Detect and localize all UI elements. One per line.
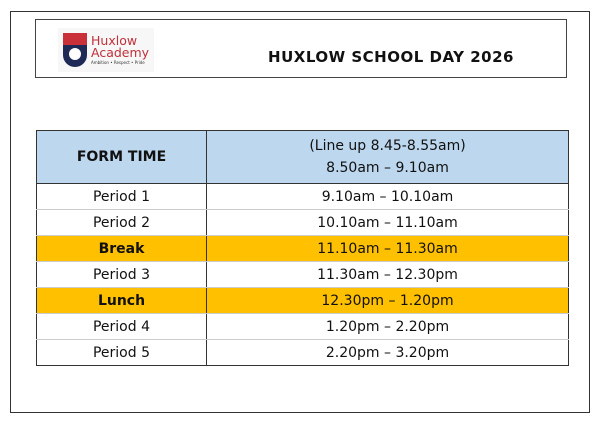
row-time: 9.10am – 10.10am <box>207 184 569 210</box>
row-label: Period 5 <box>37 340 207 366</box>
page-title: HUXLOW SCHOOL DAY 2026 <box>268 48 514 66</box>
row-label: Period 3 <box>37 262 207 288</box>
row-time: 10.10am – 11.10am <box>207 210 569 236</box>
form-time-time: 8.50am – 9.10am <box>326 160 449 176</box>
table-row <box>37 210 569 236</box>
row-time: 12.30pm – 1.20pm <box>207 288 569 314</box>
row-label: Period 2 <box>37 210 207 236</box>
form-time-label: FORM TIME <box>37 131 207 184</box>
row-time: 11.30am – 12.30pm <box>207 262 569 288</box>
table-row-lunch <box>37 288 569 314</box>
row-label: Lunch <box>37 288 207 314</box>
table-row <box>37 262 569 288</box>
row-time: 1.20pm – 2.20pm <box>207 314 569 340</box>
logo-name-2: Academy <box>91 44 150 60</box>
table-row <box>37 340 569 366</box>
logo-name-1: Huxlow <box>91 32 138 48</box>
row-time: 2.20pm – 3.20pm <box>207 340 569 366</box>
row-label: Break <box>37 236 207 262</box>
table-row-break <box>37 236 569 262</box>
row-time: 11.10am – 11.30am <box>207 236 569 262</box>
form-time-row <box>37 131 569 184</box>
table-row <box>37 184 569 210</box>
row-label: Period 4 <box>37 314 207 340</box>
table-row <box>37 314 569 340</box>
logo <box>58 28 154 72</box>
logo-tagline: Ambition • Respect • Pride <box>91 59 145 65</box>
form-time-value <box>207 131 569 184</box>
line-up-note: (Line up 8.45-8.55am) <box>309 138 466 154</box>
header-box <box>35 19 567 78</box>
crest-icon <box>63 33 87 67</box>
schedule-table <box>36 130 569 366</box>
row-label: Period 1 <box>37 184 207 210</box>
